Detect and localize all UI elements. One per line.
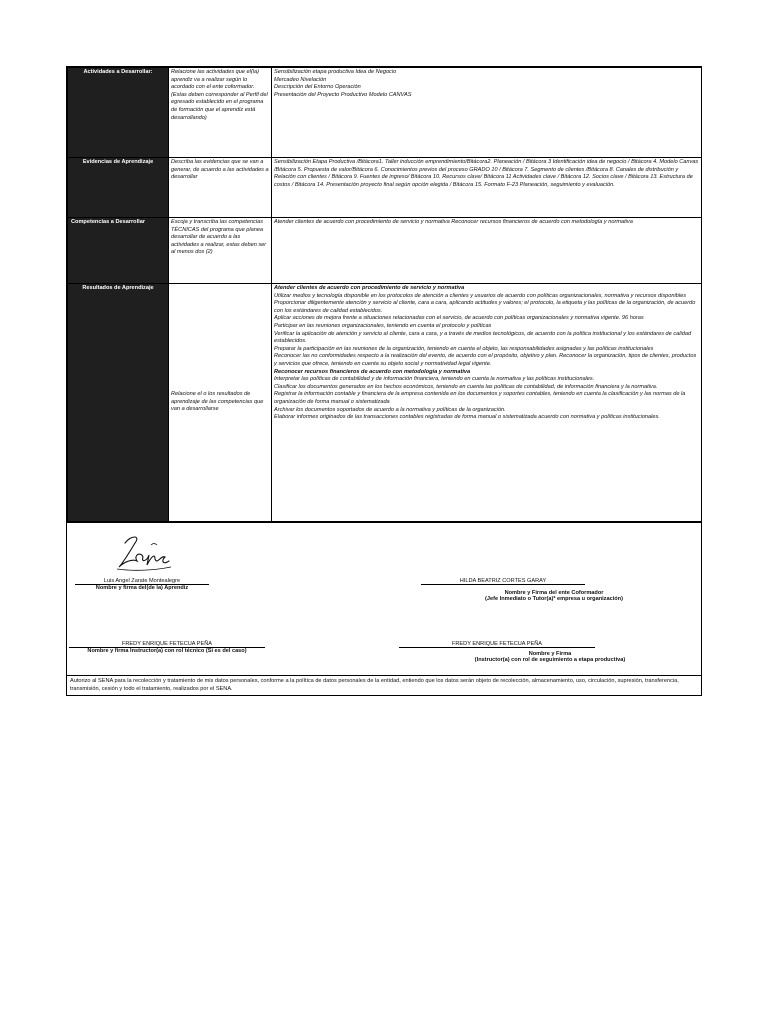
resultado-item: Utilizar medios y tecnología disponible en los protocolos de atención a clientes y usuarios de acuerdo con políticas organizacionales, normativa y recursos disponibles xyxy=(274,292,686,299)
actividades-content xyxy=(272,68,702,158)
signature-area xyxy=(67,522,701,675)
actividad-line: Sensibilización etapa productiva Idea de Negocio xyxy=(274,69,397,75)
evidencias-label: Evidencias de Aprendizaje xyxy=(68,158,169,218)
signature-coformador xyxy=(421,578,585,585)
learning-plan-form xyxy=(66,66,702,696)
resultado-item: Archivar los documentos soportados de acuerdo a la normativa y políticas de la organización. xyxy=(274,406,506,413)
competencias-description: Escoja y transcriba las competencias TÉCNICAS del programa que planea desarrollar de acuerdo a las actividades a realizar, estas deben ser al menos dos (2) xyxy=(169,218,272,284)
instructor-seguimiento-label: Nombre y Firma xyxy=(528,651,572,657)
resultado-item: Elaborar informes originados de las transacciones contables registradas de forma manual o sistematizada acuerdo con normativa y políticas institucionales. xyxy=(274,414,660,421)
resultado-item: Participar en las reuniones organizacionales, teniendo en cuenta el protocolo y políticas xyxy=(274,322,492,329)
signature-aprendiz xyxy=(75,578,209,591)
signature-coformador-labels xyxy=(421,590,687,602)
coformador-name: HILDA BEATRIZ CORTES GARAY xyxy=(421,578,585,585)
resultado-item: Interpretar las políticas de contabilidad y de información financiera, teniendo en cuenta la normativa y las políticas institucionales. xyxy=(274,376,595,383)
coformador-sublabel: (Jefe Inmediato o Tutor(a)* empresa u organización) xyxy=(485,596,623,602)
handwritten-signature xyxy=(111,531,175,575)
competencias-content: Atender clientes de acuerdo con procedimiento de servicio y normativa Reconocer recursos financieros de acuerdo con metodología y normativa xyxy=(272,218,702,284)
aprendiz-name: Luis Angel Zarate Montealegre xyxy=(75,578,209,585)
row-actividades xyxy=(68,68,702,158)
signature-instructor-seguimiento-labels xyxy=(427,651,673,663)
coformador-label: Nombre y Firma del ente Coformador xyxy=(504,590,604,596)
signature-instructor-seguimiento xyxy=(399,641,595,648)
actividad-line: Presentación del Proyecto Productivo Modelo CANVAS xyxy=(274,91,412,98)
resultado-item: Verificar la aplicación de atención y servicio al cliente, cara a cara, y a través de medios tecnológicos, de acuerdo con la política institucional y los estándares de calidad establecidos. xyxy=(274,330,692,345)
plan-table xyxy=(67,67,702,522)
instructor-seguimiento-sublabel: (Instructor(a) con rol de seguimiento a etapa productiva) xyxy=(474,657,626,663)
instructor-seguimiento-name: FREDY ENRIQUE FETECUA PEÑA xyxy=(399,641,595,648)
resultado-item: Reconocer las no conformidades respecto a la realización del evento, de acuerdo con el propósito, objetivo y plan. Reconocer la organización, tipos de clientes, productos y servicios que ofrece, teniendo en cuenta su objeto social y normatividad legal vigente. xyxy=(274,353,697,367)
competencia-heading: Atender clientes de acuerdo con procedimiento de servicio y normativa xyxy=(274,285,465,291)
row-competencias xyxy=(68,218,702,284)
evidencias-content: Sensibilización Etapa Productiva /Bitácora1. Taller inducción emprendimiento/Bitácora2. Planeación / Bitácora 3 Identificación idea de negocio / Bitácora 4. Modelo Canvas /Bitácora 5. Propuesta de valor/Bitácora 6. Conocimientos previos del proceso GRADO 10 / Bitácora 7. Segmento de clientes /Bitácora 8. Canales de distribución y Relación con clientes / Bitácora 9. Fuentes de ingreso/ Bitácora 10. Recursos clave/ Bitácora 11 Actividades clave / Bitácora 12. Socios clave / Bitácora 13. Estructura de costos / Bitácora 14. Presentación proyecto final según opción elegida / Bitácora 15. Formato F-23 Planeación, seguimiento y evaluación. xyxy=(272,158,702,218)
actividades-label: Actividades a Desarrollar: xyxy=(68,68,169,158)
actividad-line: Mercadeo Nivelación xyxy=(274,76,327,83)
competencia-heading: Reconocer recursos financieros de acuerdo con metodología y normativa xyxy=(274,368,471,375)
resultado-item: Clasificar los documentos generados en los hechos económicos, teniendo en cuenta las políticas de contabilidad, de información financiera y la normativa. xyxy=(274,383,658,390)
resultado-item: Registrar la información contable y financiera de la empresa contenida en los documentos y soportes contables, teniendo en cuenta la clasificación y las normas de la organización de forma manual o sistematizada xyxy=(274,391,686,405)
resultados-content xyxy=(272,284,702,522)
row-resultados xyxy=(68,284,702,522)
aprendiz-label: Nombre y firma del(de la) Aprendiz xyxy=(95,585,189,591)
row-evidencias xyxy=(68,158,702,218)
resultados-description: Relacione el o los resultados de aprendizaje de las competencias que van a desarrollarse xyxy=(169,284,272,522)
signature-instructor-tecnico xyxy=(69,641,265,654)
resultado-item: Aplicar acciones de mejora frente a situaciones relacionadas con el servicio, de acuerdo con políticas organizacionales y normativa vigente. 96 horas xyxy=(274,315,644,322)
data-authorization-text: Autorizo al SENA para la recolección y tratamiento de mis datos personales, conforme a la política de datos personales de la entidad, entiendo que los datos serán objeto de recolección, almacenamiento, uso, circulación, supresión, transferencia, transmisión, cesión y todo el tratamiento, realizados por el SENA. xyxy=(67,675,701,695)
resultado-item: Proporcionar diligentemente atención y servicio al cliente, cara a cara, aplicando actitudes y valores; el protocolo, la etiqueta y las políticas de la organización, de acuerdo con los estándares de calidad establecidos. xyxy=(274,300,696,314)
actividades-description: Relacione las actividades que el(la) aprendiz va a realizar según lo acordado con el ente coformador. (Estas deben corresponder al Perfil del egresado establecido en el programa de formación que el aprendiz está desarrollando) xyxy=(169,68,272,158)
resultados-label: Resultados de Aprendizaje xyxy=(68,284,169,522)
evidencias-description: Describa las evidencias que se van a generar, de acuerdo a las actividades a desarrollar xyxy=(169,158,272,218)
instructor-tecnico-name: FREDY ENRIQUE FETECUA PEÑA xyxy=(69,641,265,648)
instructor-tecnico-label: Nombre y firma Instructor(a) con rol técnico (Si es del caso) xyxy=(87,648,247,654)
actividad-line: Descripción del Entorno Operación xyxy=(274,84,361,91)
competencias-label: Competencias a Desarrollar xyxy=(68,218,169,284)
resultado-item: Preparar la participación en las reuniones de la organización, teniendo en cuenta el objeto, las responsabilidades asignadas y las políticas institucionales xyxy=(274,345,654,352)
